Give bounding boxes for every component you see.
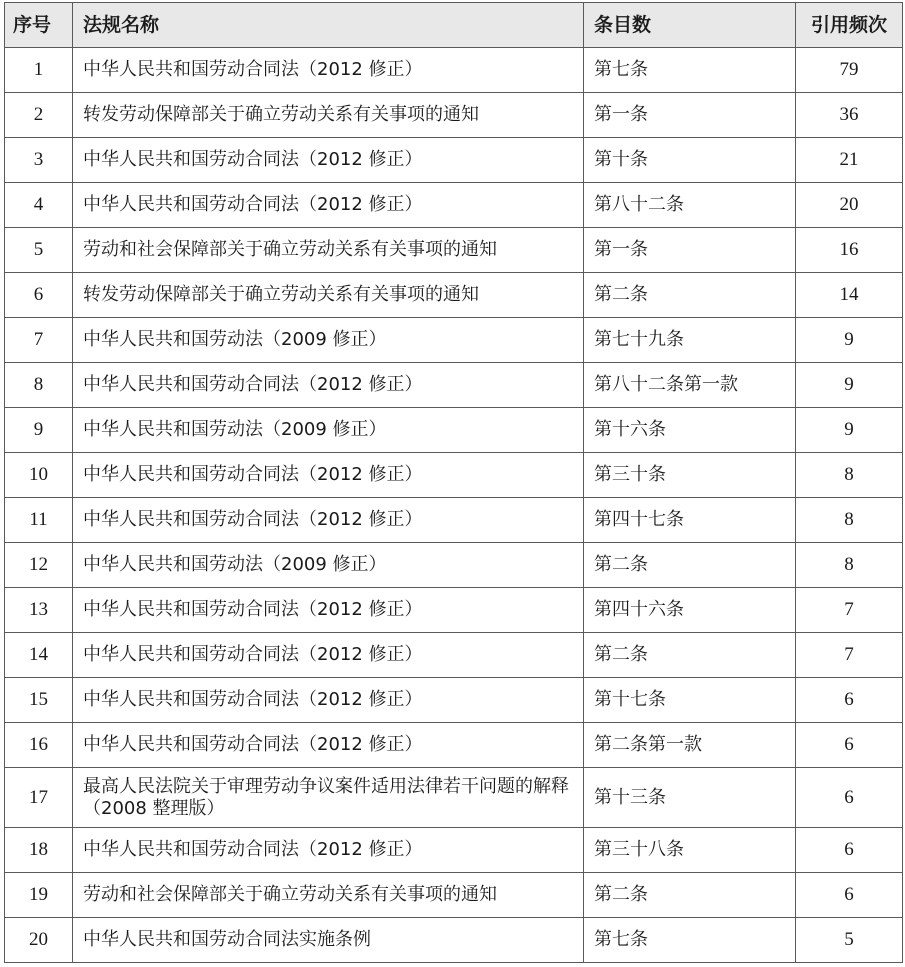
- table-row: [5, 633, 903, 678]
- header-article: 条目数: [584, 3, 796, 48]
- table-row: [5, 723, 903, 768]
- row-law-name: 中华人民共和国劳动法（2009 修正）: [73, 408, 584, 453]
- row-frequency: 79: [796, 48, 903, 93]
- table-row: [5, 228, 903, 273]
- row-law-name: 中华人民共和国劳动法（2009 修正）: [73, 318, 584, 363]
- citation-frequency-table: [4, 2, 903, 963]
- row-frequency: 9: [796, 408, 903, 453]
- row-frequency: 8: [796, 498, 903, 543]
- row-frequency: 6: [796, 723, 903, 768]
- row-article: 第十三条: [584, 768, 796, 828]
- row-article: 第十七条: [584, 678, 796, 723]
- row-law-name: 中华人民共和国劳动合同法（2012 修正）: [73, 828, 584, 873]
- row-law-name: 劳动和社会保障部关于确立劳动关系有关事项的通知: [73, 228, 584, 273]
- row-article: 第三十条: [584, 453, 796, 498]
- row-frequency: 7: [796, 633, 903, 678]
- row-frequency: 5: [796, 918, 903, 963]
- row-law-name: 中华人民共和国劳动合同法实施条例: [73, 918, 584, 963]
- row-law-name: 中华人民共和国劳动合同法（2012 修正）: [73, 138, 584, 183]
- table-row: [5, 318, 903, 363]
- row-frequency: 14: [796, 273, 903, 318]
- row-frequency: 6: [796, 678, 903, 723]
- row-index: 3: [5, 138, 73, 183]
- row-index: 15: [5, 678, 73, 723]
- table-row: [5, 408, 903, 453]
- row-index: 13: [5, 588, 73, 633]
- row-article: 第二条: [584, 633, 796, 678]
- table-row: [5, 183, 903, 228]
- row-frequency: 8: [796, 543, 903, 588]
- row-law-name: 转发劳动保障部关于确立劳动关系有关事项的通知: [73, 93, 584, 138]
- row-index: 1: [5, 48, 73, 93]
- row-index: 10: [5, 453, 73, 498]
- row-index: 12: [5, 543, 73, 588]
- row-law-name: 转发劳动保障部关于确立劳动关系有关事项的通知: [73, 273, 584, 318]
- row-article: 第八十二条第一款: [584, 363, 796, 408]
- row-article: 第一条: [584, 228, 796, 273]
- row-article: 第十条: [584, 138, 796, 183]
- table-row: [5, 588, 903, 633]
- row-frequency: 9: [796, 363, 903, 408]
- row-law-name: 中华人民共和国劳动合同法（2012 修正）: [73, 678, 584, 723]
- row-article: 第四十六条: [584, 588, 796, 633]
- row-article: 第三十八条: [584, 828, 796, 873]
- row-article: 第七条: [584, 48, 796, 93]
- row-article: 第二条: [584, 873, 796, 918]
- table-row: [5, 453, 903, 498]
- row-frequency: 9: [796, 318, 903, 363]
- row-index: 4: [5, 183, 73, 228]
- row-article: 第二条第一款: [584, 723, 796, 768]
- row-frequency: 7: [796, 588, 903, 633]
- table-row: [5, 873, 903, 918]
- header-index: 序号: [5, 3, 73, 48]
- table-row: [5, 273, 903, 318]
- table-row: [5, 363, 903, 408]
- row-article: 第十六条: [584, 408, 796, 453]
- row-law-name: 中华人民共和国劳动法（2009 修正）: [73, 543, 584, 588]
- row-law-name: 中华人民共和国劳动合同法（2012 修正）: [73, 183, 584, 228]
- row-article: 第八十二条: [584, 183, 796, 228]
- row-law-name: 劳动和社会保障部关于确立劳动关系有关事项的通知: [73, 873, 584, 918]
- row-law-name: 中华人民共和国劳动合同法（2012 修正）: [73, 453, 584, 498]
- table-row: [5, 138, 903, 183]
- table-row: [5, 93, 903, 138]
- row-frequency: 20: [796, 183, 903, 228]
- row-frequency: 36: [796, 93, 903, 138]
- row-index: 18: [5, 828, 73, 873]
- row-article: 第二条: [584, 543, 796, 588]
- header-frequency: 引用频次: [796, 3, 903, 48]
- row-law-name: 中华人民共和国劳动合同法（2012 修正）: [73, 48, 584, 93]
- row-law-name: 中华人民共和国劳动合同法（2012 修正）: [73, 723, 584, 768]
- row-index: 14: [5, 633, 73, 678]
- table-row: [5, 498, 903, 543]
- row-article: 第七条: [584, 918, 796, 963]
- row-index: 17: [5, 768, 73, 828]
- row-index: 5: [5, 228, 73, 273]
- row-frequency: 16: [796, 228, 903, 273]
- row-index: 11: [5, 498, 73, 543]
- row-frequency: 6: [796, 828, 903, 873]
- row-index: 6: [5, 273, 73, 318]
- table-row: [5, 543, 903, 588]
- row-index: 16: [5, 723, 73, 768]
- row-article: 第七十九条: [584, 318, 796, 363]
- table-row: [5, 828, 903, 873]
- table-row: [5, 678, 903, 723]
- row-law-name: 中华人民共和国劳动合同法（2012 修正）: [73, 588, 584, 633]
- row-index: 8: [5, 363, 73, 408]
- row-law-name: 中华人民共和国劳动合同法（2012 修正）: [73, 363, 584, 408]
- row-index: 9: [5, 408, 73, 453]
- row-index: 19: [5, 873, 73, 918]
- table-row: [5, 768, 903, 828]
- row-law-name: 中华人民共和国劳动合同法（2012 修正）: [73, 633, 584, 678]
- row-index: 2: [5, 93, 73, 138]
- table-header-row: [5, 3, 903, 48]
- row-index: 7: [5, 318, 73, 363]
- row-frequency: 8: [796, 453, 903, 498]
- row-index: 20: [5, 918, 73, 963]
- row-frequency: 6: [796, 873, 903, 918]
- header-law-name: 法规名称: [73, 3, 584, 48]
- row-article: 第二条: [584, 273, 796, 318]
- row-frequency: 6: [796, 768, 903, 828]
- table-body: [5, 48, 903, 963]
- row-frequency: 21: [796, 138, 903, 183]
- row-law-name: 最高人民法院关于审理劳动争议案件适用法律若干问题的解释（2008 整理版）: [73, 768, 584, 828]
- table-row: [5, 48, 903, 93]
- table-row: [5, 918, 903, 963]
- row-law-name: 中华人民共和国劳动合同法（2012 修正）: [73, 498, 584, 543]
- row-article: 第四十七条: [584, 498, 796, 543]
- row-article: 第一条: [584, 93, 796, 138]
